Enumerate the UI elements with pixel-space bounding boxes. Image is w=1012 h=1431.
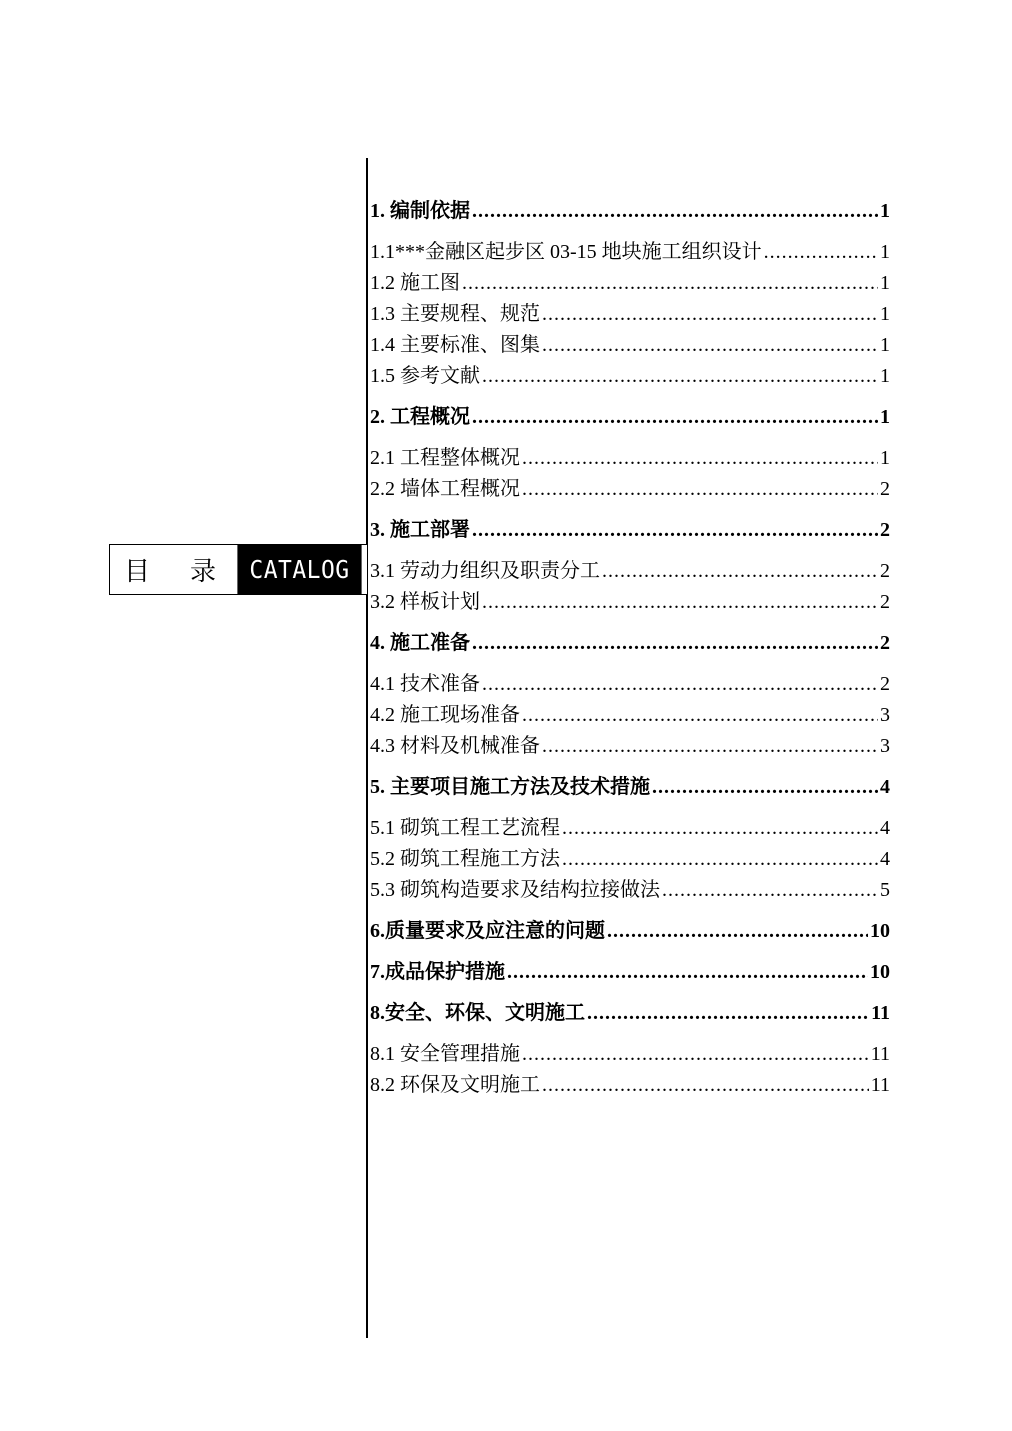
toc-leader-dots bbox=[472, 628, 878, 659]
toc-entry-label: 8.1 安全管理措施 bbox=[370, 1043, 520, 1065]
toc-entry-label: 1.3 主要规程、规范 bbox=[370, 303, 540, 325]
toc-entry-label: 4.2 施工现场准备 bbox=[370, 704, 520, 726]
toc-entry-1-4[interactable] bbox=[370, 330, 890, 361]
catalog-chinese-label bbox=[110, 545, 232, 594]
catalog-chinese-char-2: 录 bbox=[189, 557, 216, 587]
toc-entry-page: 2 bbox=[880, 478, 890, 500]
toc-entry-page: 1 bbox=[880, 365, 890, 387]
toc-leader-dots bbox=[482, 361, 878, 392]
toc-entry-page: 11 bbox=[870, 1074, 890, 1096]
toc-entry-page: 10 bbox=[870, 920, 890, 942]
toc-entry-page: 2 bbox=[880, 673, 890, 695]
catalog-english-label: CATALOG bbox=[237, 545, 361, 594]
toc-entry-2-2[interactable] bbox=[370, 474, 890, 505]
toc-entry-page: 1 bbox=[880, 406, 890, 428]
toc-leader-dots bbox=[522, 474, 878, 505]
toc-entry-4-2[interactable] bbox=[370, 700, 890, 731]
toc-entry-8-2[interactable] bbox=[370, 1070, 890, 1101]
toc-entry-2-1[interactable] bbox=[370, 443, 890, 474]
toc-entry-label: 2.2 墙体工程概况 bbox=[370, 478, 520, 500]
toc-entry-label: 4.1 技术准备 bbox=[370, 673, 480, 695]
toc-entry-label: 2.1 工程整体概况 bbox=[370, 447, 520, 469]
toc-leader-dots bbox=[662, 875, 878, 906]
toc-entry-section-5[interactable] bbox=[370, 772, 890, 803]
toc-entry-page: 4 bbox=[880, 776, 890, 798]
toc-leader-dots bbox=[522, 443, 878, 474]
toc-entry-1-3[interactable] bbox=[370, 299, 890, 330]
catalog-label-box bbox=[109, 544, 368, 595]
toc-leader-dots bbox=[542, 330, 878, 361]
toc-entry-5-1[interactable] bbox=[370, 813, 890, 844]
toc-leader-dots bbox=[542, 299, 878, 330]
toc-leader-dots bbox=[562, 813, 878, 844]
toc-entry-page: 2 bbox=[880, 519, 890, 541]
toc-entry-label: 8.2 环保及文明施工 bbox=[370, 1074, 540, 1096]
toc-entry-1-1[interactable] bbox=[370, 237, 890, 268]
toc-leader-dots bbox=[764, 237, 878, 268]
toc-entry-3-1[interactable] bbox=[370, 556, 890, 587]
toc-leader-dots bbox=[507, 957, 868, 988]
toc-leader-dots bbox=[562, 844, 878, 875]
toc-entry-page: 11 bbox=[871, 1002, 890, 1024]
toc-entry-8-1[interactable] bbox=[370, 1039, 890, 1070]
toc-entry-page: 10 bbox=[870, 961, 890, 983]
toc-leader-dots bbox=[602, 556, 878, 587]
toc-entry-4-3[interactable] bbox=[370, 731, 890, 762]
toc-entry-section-2[interactable] bbox=[370, 402, 890, 433]
table-of-contents bbox=[370, 196, 890, 1101]
toc-entry-label: 3.2 样板计划 bbox=[370, 591, 480, 613]
catalog-chinese-char-1: 目 bbox=[124, 557, 151, 587]
toc-entry-label: 5. 主要项目施工方法及技术措施 bbox=[370, 776, 650, 798]
toc-entry-page: 2 bbox=[880, 591, 890, 613]
toc-entry-page: 3 bbox=[880, 704, 890, 726]
toc-entry-page: 4 bbox=[880, 817, 890, 839]
toc-entry-page: 2 bbox=[880, 632, 890, 654]
toc-entry-page: 4 bbox=[880, 848, 890, 870]
toc-leader-dots bbox=[607, 916, 868, 947]
toc-entry-1-5[interactable] bbox=[370, 361, 890, 392]
toc-entry-page: 1 bbox=[880, 334, 890, 356]
toc-entry-page: 1 bbox=[880, 241, 890, 263]
toc-entry-page: 1 bbox=[880, 303, 890, 325]
toc-entry-5-3[interactable] bbox=[370, 875, 890, 906]
toc-entry-label: 3.1 劳动力组织及职责分工 bbox=[370, 560, 600, 582]
toc-entry-section-3[interactable] bbox=[370, 515, 890, 546]
toc-entry-label: 1.4 主要标准、图集 bbox=[370, 334, 540, 356]
toc-leader-dots bbox=[482, 587, 878, 618]
toc-leader-dots bbox=[652, 772, 878, 803]
toc-entry-page: 3 bbox=[880, 735, 890, 757]
toc-entry-label: 1.2 施工图 bbox=[370, 272, 460, 294]
toc-leader-dots bbox=[482, 669, 878, 700]
toc-entry-page: 1 bbox=[880, 272, 890, 294]
toc-entry-label: 1. 编制依据 bbox=[370, 200, 470, 222]
toc-leader-dots bbox=[472, 196, 878, 227]
toc-entry-label: 7.成品保护措施 bbox=[370, 961, 505, 983]
toc-leader-dots bbox=[522, 700, 878, 731]
toc-leader-dots bbox=[462, 268, 878, 299]
toc-entry-page: 1 bbox=[880, 200, 890, 222]
toc-entry-5-2[interactable] bbox=[370, 844, 890, 875]
toc-entry-label: 2. 工程概况 bbox=[370, 406, 470, 428]
toc-leader-dots bbox=[472, 515, 878, 546]
toc-entry-label: 5.3 砌筑构造要求及结构拉接做法 bbox=[370, 879, 660, 901]
toc-entry-page: 11 bbox=[870, 1043, 890, 1065]
toc-entry-page: 5 bbox=[880, 879, 890, 901]
toc-entry-section-6[interactable] bbox=[370, 916, 890, 947]
toc-entry-section-8[interactable] bbox=[370, 998, 890, 1029]
toc-entry-3-2[interactable] bbox=[370, 587, 890, 618]
toc-entry-label: 5.2 砌筑工程施工方法 bbox=[370, 848, 560, 870]
toc-entry-label: 1.1***金融区起步区 03-15 地块施工组织设计 bbox=[370, 241, 762, 263]
toc-leader-dots bbox=[542, 731, 878, 762]
toc-leader-dots bbox=[587, 998, 869, 1029]
toc-leader-dots bbox=[472, 402, 878, 433]
toc-entry-label: 4.3 材料及机械准备 bbox=[370, 735, 540, 757]
toc-entry-label: 5.1 砌筑工程工艺流程 bbox=[370, 817, 560, 839]
toc-entry-label: 4. 施工准备 bbox=[370, 632, 470, 654]
toc-entry-label: 3. 施工部署 bbox=[370, 519, 470, 541]
toc-leader-dots bbox=[542, 1070, 869, 1101]
toc-entry-label: 6.质量要求及应注意的问题 bbox=[370, 920, 605, 942]
vertical-divider-line bbox=[366, 158, 368, 1338]
toc-entry-page: 2 bbox=[880, 560, 890, 582]
toc-entry-1-2[interactable] bbox=[370, 268, 890, 299]
toc-entry-section-7[interactable] bbox=[370, 957, 890, 988]
toc-entry-section-1[interactable] bbox=[370, 196, 890, 227]
toc-leader-dots bbox=[522, 1039, 869, 1070]
toc-entry-label: 8.安全、环保、文明施工 bbox=[370, 1002, 585, 1024]
toc-entry-section-4[interactable] bbox=[370, 628, 890, 659]
toc-entry-page: 1 bbox=[880, 447, 890, 469]
toc-entry-label: 1.5 参考文献 bbox=[370, 365, 480, 387]
toc-entry-4-1[interactable] bbox=[370, 669, 890, 700]
